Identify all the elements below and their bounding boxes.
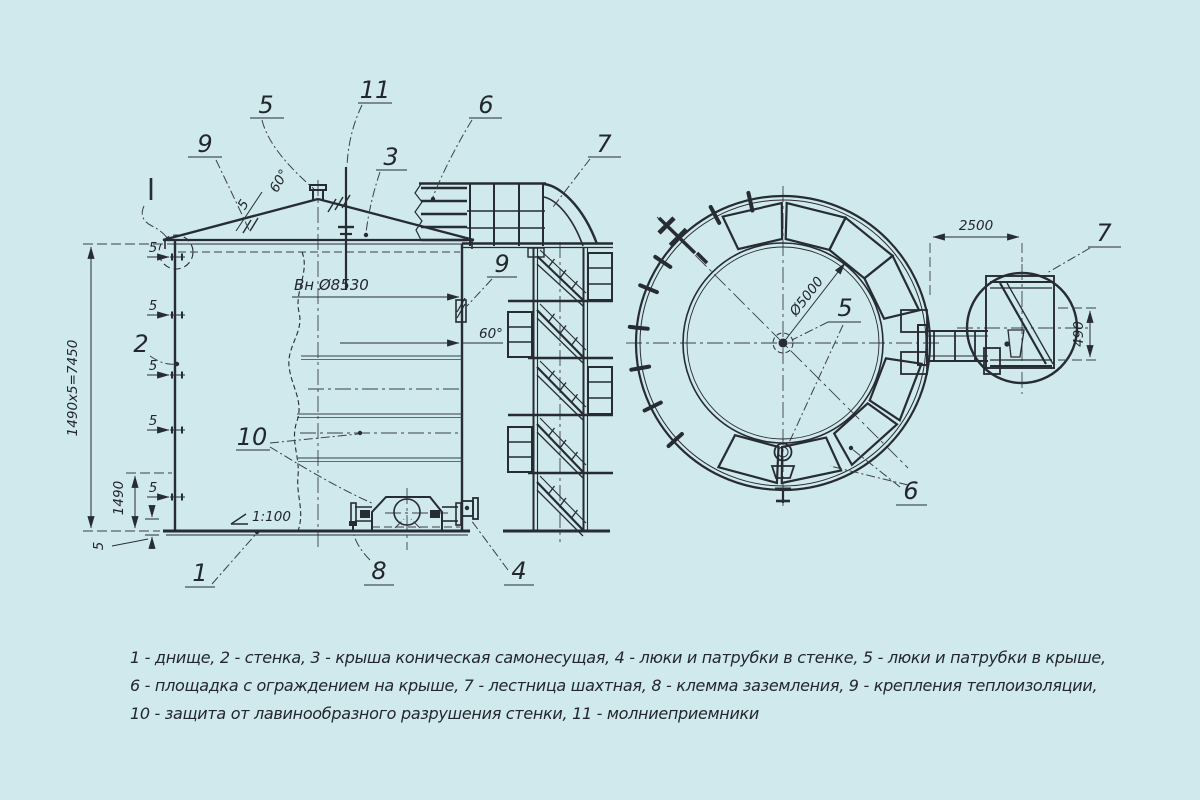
svg-text:5: 5 [91,541,107,551]
shell-manhole [351,497,461,530]
legend-line-2: 6 - площадка с ограждением на крыше, 7 - лестница шахтная, 8 - клемма заземления, 9 - крепления теплоизоляции, [130,676,1098,695]
course-dimension [111,473,172,528]
front-view [65,76,621,587]
legend-line-1: 1 - днище, 2 - стенка, 3 - крыша коническая самонесущая, 4 - люки и патрубки в стенке, 5 - люки и патрубки в крыше, [130,648,1106,667]
callout-7-front: 7 [596,130,612,158]
svg-text:1490х5=7450: 1490х5=7450 [65,339,81,437]
wall-thickness-marks [147,240,185,501]
landing-rail-left [508,312,532,472]
callout-3: 3 [383,143,399,171]
callout-9-wall: 9 [494,250,510,278]
svg-text:2500: 2500 [958,218,994,234]
roof-plate-thickness: 5 [234,196,253,213]
front-view-callouts [133,76,621,587]
legend-line-3: 10 - защита от лавинообразного разрушения стенки, 11 - молниеприемники [130,704,760,723]
stair-flights [537,250,586,536]
callout-6-plan: 6 [903,477,919,505]
wall-thickness-label: 5 [148,358,158,374]
landing-rail-right [588,253,612,414]
legend [130,648,1106,723]
wall-angle-label: 60° [479,326,503,342]
callout-5-plan: 5 [837,294,853,322]
svg-text:1490: 1490 [111,480,127,516]
shell-tick-marks [630,193,753,446]
roof-angle-label: 60° [266,166,293,196]
callout-2: 2 [133,330,149,358]
callout-11: 11 [359,76,391,104]
stair-tower [503,247,613,536]
wall-thickness-label: 5 [148,413,158,429]
course-joints [297,356,462,462]
svg-text:490: 490 [1071,321,1087,347]
top-view [626,186,1121,507]
ladder-width-dimension [1058,308,1097,360]
wall-nozzle [462,498,478,519]
callout-10: 10 [236,423,268,451]
svg-text:1:100: 1:100 [252,509,291,525]
lightning-rod [338,167,354,290]
callout-9-roof: 9 [197,130,213,158]
roof [163,196,474,252]
wall-thickness-label: 5 [148,240,158,256]
wall-thickness-label: 5 [148,480,158,496]
inner-diameter-label: Вн Ø8530 [294,276,369,294]
upper-left-nozzle [659,218,707,263]
roof-circle-diameter-label: Ø5000 [786,273,827,320]
callout-8: 8 [371,557,387,585]
wall-thickness-label: 5 [148,298,158,314]
shaft-ladder-plan [957,264,1088,394]
roof-platform [415,184,597,247]
callout-4: 4 [511,557,527,585]
callout-6-front: 6 [478,91,494,119]
callout-7-plan: 7 [1096,219,1112,247]
slope-mark [231,509,291,525]
callout-5-front: 5 [258,91,274,119]
callout-1: 1 [192,559,208,587]
